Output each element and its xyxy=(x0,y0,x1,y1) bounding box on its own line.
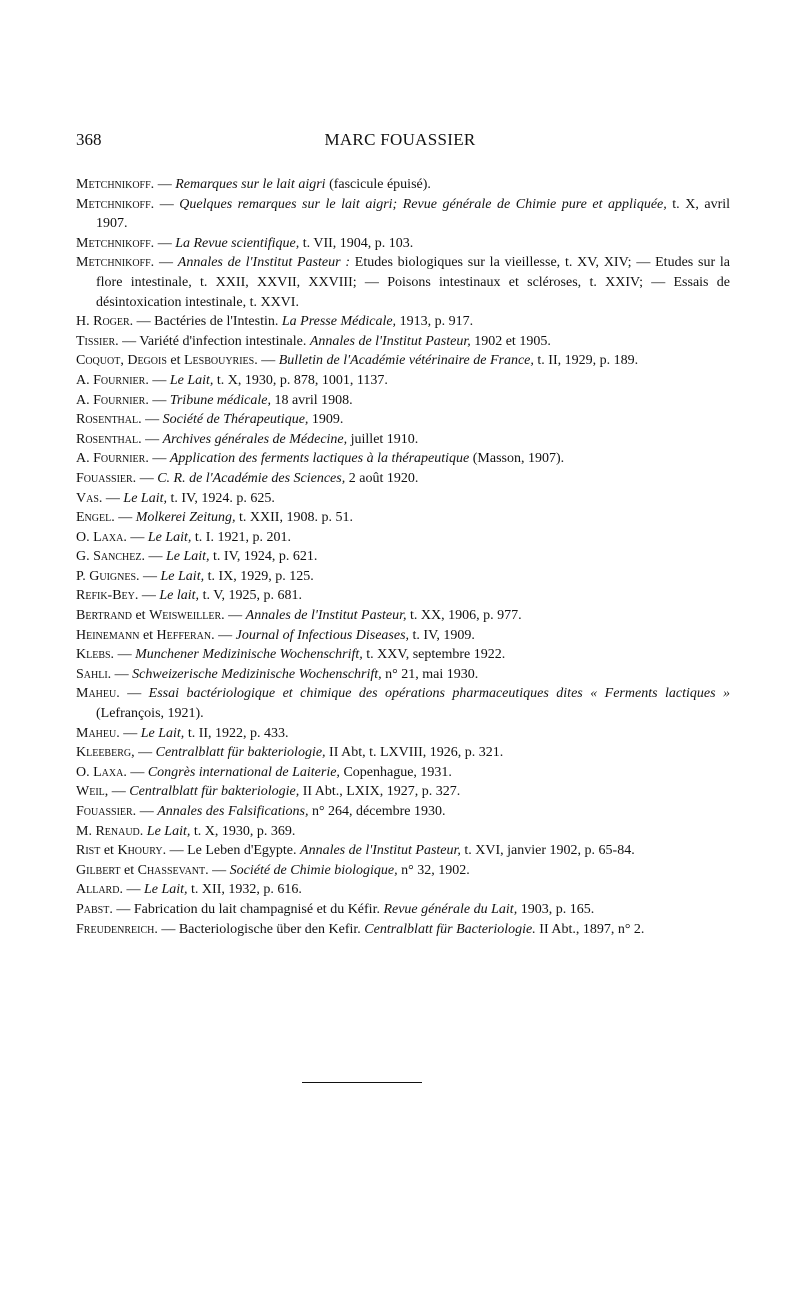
page-number: 368 xyxy=(76,130,102,149)
publication-title: Annales des Falsifications, xyxy=(157,804,309,819)
citation-text: — xyxy=(114,647,136,663)
author-name: Metchnikoff. xyxy=(76,255,155,271)
publication-title: Société de Thérapeutique, xyxy=(162,412,309,428)
citation-text: et xyxy=(131,608,150,624)
author-name: Sahli. xyxy=(76,666,112,682)
citation-text: 1903, p. 165. xyxy=(517,901,595,917)
publication-title: Société de Chimie biologique, xyxy=(229,862,398,878)
citation-text: t. XXII, 1908. p. 51. xyxy=(235,510,353,526)
citation-text: — xyxy=(224,608,246,624)
author-name: Freudenreich. xyxy=(76,921,158,937)
bibliography-entry xyxy=(76,586,730,606)
citation-text: — xyxy=(208,862,230,878)
author-name: Allard. xyxy=(76,882,123,898)
bibliography-entry xyxy=(76,782,730,802)
author-name: A. Fournier. xyxy=(76,451,149,467)
bibliography-entry xyxy=(76,645,730,665)
publication-title: Centralblatt für Bacteriologie. xyxy=(364,921,536,937)
author-name: Rosenthal. xyxy=(76,431,142,447)
bibliography-entry xyxy=(76,469,730,489)
citation-text: — xyxy=(154,235,176,251)
citation-text: — xyxy=(148,451,170,467)
bibliography-entry xyxy=(76,763,730,783)
running-title: MARC FOUASSIER xyxy=(324,130,476,149)
bibliography-entry xyxy=(76,234,730,254)
bibliography-entry xyxy=(76,489,730,509)
bibliography-entry xyxy=(76,528,730,548)
publication-title: Remarques sur le lait aigri xyxy=(175,177,326,192)
bibliography-list xyxy=(76,175,730,939)
citation-text: Copenhague, 1931. xyxy=(339,764,452,780)
citation-text: t. IX, 1929, p. 125. xyxy=(204,568,314,584)
author-name: Fouassier. xyxy=(76,470,137,486)
citation-text: — xyxy=(119,725,141,741)
bibliography-entry xyxy=(76,822,730,842)
citation-text: — xyxy=(154,177,176,192)
bibliography-entry xyxy=(76,626,730,646)
citation-text: et xyxy=(139,627,157,643)
citation-text: t. IV, 1909. xyxy=(409,627,475,643)
publication-title: Molkerei Zeitung, xyxy=(135,510,236,526)
author-name: Kleeberg, xyxy=(76,745,135,761)
citation-text: — xyxy=(138,588,160,604)
citation-text: 1909. xyxy=(308,412,344,428)
publication-title: Annales de l'Institut Pasteur : xyxy=(177,255,350,271)
author-name: Refik-Bey. xyxy=(76,588,139,604)
bibliography-entry xyxy=(76,567,730,587)
citation-text: — xyxy=(119,686,149,702)
citation-text: — xyxy=(144,549,166,565)
citation-text: t. I. 1921, p. 201. xyxy=(191,529,291,545)
publication-title: Le Lait, xyxy=(165,549,210,565)
publication-title: Tribune médicale, xyxy=(169,392,271,408)
citation-text: n° 21, mai 1930. xyxy=(381,666,479,682)
bibliography-entry xyxy=(76,508,730,528)
bibliography-entry xyxy=(76,841,730,861)
citation-text: et xyxy=(166,353,184,369)
citation-text: 1913, p. 917. xyxy=(396,314,474,330)
author-name: O. Laxa. xyxy=(76,764,127,780)
citation-text: — xyxy=(136,470,158,486)
bibliography-entry xyxy=(76,430,730,450)
bibliography-entry xyxy=(76,880,730,900)
author-name: Khoury. xyxy=(117,843,167,859)
author-name: H. Roger. xyxy=(76,314,134,330)
publication-title: Application des ferments lactiques à la thérapeutique xyxy=(169,451,470,467)
bibliography-entry xyxy=(76,410,730,430)
citation-text: — xyxy=(136,804,158,819)
publication-title: Le Lait, xyxy=(146,823,191,839)
bibliography-entry xyxy=(76,920,730,940)
citation-text: — xyxy=(102,490,124,506)
citation-text: — Le Leben d'Egypte. xyxy=(166,843,301,859)
citation-text: Etudes biologiques sur la vieillesse, t. XV, XIV; — Etudes sur la flore intestinale, t. XXII, XXVII, XXVIII; — Poisons intestinaux et scléroses, t. XXIV; — Essais de désintoxication intestinale, t. XXVI. xyxy=(96,255,731,310)
bibliography-entry xyxy=(76,861,730,881)
bibliography-entry xyxy=(76,253,730,312)
citation-text: 1902 et 1905. xyxy=(470,333,551,349)
author-name: Metchnikoff. xyxy=(76,196,155,212)
author-name: Hefferan. xyxy=(156,627,215,643)
publication-title: Annales de l'Institut Pasteur, xyxy=(309,333,471,349)
citation-text: — xyxy=(148,392,170,408)
citation-text: n° 32, 1902. xyxy=(397,862,470,878)
bibliography-entry xyxy=(76,743,730,763)
author-name: Gilbert xyxy=(76,862,121,878)
author-name: A. Fournier. xyxy=(76,392,149,408)
bibliography-entry xyxy=(76,449,730,469)
citation-text: — Bactéries de l'Intestin. xyxy=(133,314,282,330)
author-name: Engel. xyxy=(76,510,115,526)
publication-title: Centralblatt für bakteriologie, xyxy=(155,745,326,761)
citation-text: — xyxy=(126,529,148,545)
author-name: M. Renaud. xyxy=(76,823,144,839)
citation-text: — xyxy=(134,745,156,761)
citation-text: t. X, 1930, p. 369. xyxy=(190,823,296,839)
author-name: Maheu. xyxy=(76,725,120,741)
publication-title: La Presse Médicale, xyxy=(281,314,397,330)
citation-text: — Bacteriologische über den Kefir. xyxy=(157,921,365,937)
author-name: Weil, xyxy=(76,784,109,800)
publication-title: Congrès international de Laiterie, xyxy=(147,764,340,780)
bibliography-entry xyxy=(76,371,730,391)
publication-title: Schweizerische Medizinische Wochenschrift, xyxy=(132,666,382,682)
citation-text: t. XXV, septembre 1922. xyxy=(362,647,506,663)
citation-text: t. IV, 1924. p. 625. xyxy=(166,490,275,506)
publication-title: Le Lait, xyxy=(169,372,214,388)
citation-text: (Masson, 1907). xyxy=(469,451,565,467)
bibliography-entry xyxy=(76,391,730,411)
citation-text: — Fabrication du lait champagnisé et du Kéfir. xyxy=(112,901,384,917)
author-name: P. Guignes. xyxy=(76,568,140,584)
citation-text: t. XX, 1906, p. 977. xyxy=(406,608,522,624)
publication-title: Bulletin de l'Académie vétérinaire de France, xyxy=(278,353,534,369)
citation-text: — xyxy=(122,882,144,898)
citation-text: t. II, 1929, p. 189. xyxy=(533,353,639,369)
citation-text: — xyxy=(154,255,178,271)
end-rule xyxy=(302,1082,422,1083)
citation-text: — xyxy=(139,568,161,584)
citation-text: t. VII, 1904, p. 103. xyxy=(299,235,414,251)
publication-title: Le Lait, xyxy=(160,568,205,584)
citation-text: t. X, 1930, p. 878, 1001, 1137. xyxy=(213,372,388,388)
citation-text: t. II, 1922, p. 433. xyxy=(184,725,289,741)
citation-text: 18 avril 1908. xyxy=(270,392,353,408)
publication-title: Centralblatt für bakteriologie, xyxy=(129,784,300,800)
publication-title: Quelques remarques sur le lait aigri; Revue générale de Chimie pure et appliquée, xyxy=(179,196,667,212)
citation-text: — xyxy=(141,412,163,428)
bibliography-entry xyxy=(76,606,730,626)
bibliography-entry xyxy=(76,332,730,352)
author-name: Tissier. xyxy=(76,333,119,349)
publication-title: La Revue scientifique, xyxy=(175,235,300,251)
publication-title: Le lait, xyxy=(159,588,200,604)
author-name: Rosenthal. xyxy=(76,412,142,428)
publication-title: Le Lait, xyxy=(143,882,188,898)
citation-text: t. XII, 1932, p. 616. xyxy=(187,882,302,898)
citation-text: — xyxy=(108,784,130,800)
author-name: Fouassier. xyxy=(76,804,137,819)
citation-text: juillet 1910. xyxy=(347,431,419,447)
publication-title: Journal of Infectious Diseases, xyxy=(235,627,410,643)
author-name: G. Sanchez. xyxy=(76,549,145,565)
author-name: Pabst. xyxy=(76,901,113,917)
author-name: Coquot, Degois xyxy=(76,353,167,369)
citation-text: t. V, 1925, p. 681. xyxy=(199,588,303,604)
author-name: A. Fournier. xyxy=(76,372,149,388)
publication-title: Archives générales de Médecine, xyxy=(162,431,348,447)
publication-title: Le Lait, xyxy=(123,490,167,506)
author-name: Maheu. xyxy=(76,686,120,702)
bibliography-entry xyxy=(76,900,730,920)
citation-text: — xyxy=(148,372,170,388)
author-name: Rist xyxy=(76,843,101,859)
author-name: Chassevant. xyxy=(137,862,209,878)
citation-text: t. X, avril 1907. xyxy=(96,196,731,232)
publication-title: Revue générale du Lait, xyxy=(383,901,518,917)
citation-text: t. XVI, janvier 1902, p. 65-84. xyxy=(460,843,635,859)
publication-title: Munchener Medizinische Wochenschrift, xyxy=(135,647,363,663)
citation-text: et xyxy=(100,843,118,859)
author-name: Weisweiller. xyxy=(149,608,225,624)
citation-text: II Abt, t. LXVIII, 1926, p. 321. xyxy=(325,745,504,761)
bibliography-entry xyxy=(76,802,730,822)
author-name: Heinemann xyxy=(76,627,140,643)
publication-title: Essai bactériologique et chimique des opérations pharmaceutiques dites « Ferments lactiques » xyxy=(148,686,731,702)
citation-text: — xyxy=(214,627,236,643)
citation-text: — xyxy=(126,764,148,780)
publication-title: Annales de l'Institut Pasteur, xyxy=(245,608,407,624)
author-name: Vas. xyxy=(76,490,103,506)
bibliography-entry xyxy=(76,312,730,332)
citation-text: — xyxy=(257,353,279,369)
author-name: Klebs. xyxy=(76,647,115,663)
citation-text: — xyxy=(141,431,163,447)
bibliography-entry xyxy=(76,724,730,744)
page-header xyxy=(76,130,724,156)
author-name: Metchnikoff. xyxy=(76,177,155,192)
citation-text: — xyxy=(111,666,133,682)
publication-title: Le Lait, xyxy=(140,725,185,741)
citation-text: n° 264, décembre 1930. xyxy=(308,804,446,819)
citation-text: — xyxy=(154,196,180,212)
author-name: Lesbouyries. xyxy=(184,353,258,369)
publication-title: Le Lait, xyxy=(147,529,192,545)
author-name: Bertrand xyxy=(76,608,132,624)
author-name: O. Laxa. xyxy=(76,529,127,545)
bibliography-entry xyxy=(76,684,730,723)
bibliography-entry xyxy=(76,195,730,234)
bibliography-entry xyxy=(76,547,730,567)
author-name: Metchnikoff. xyxy=(76,235,155,251)
citation-text: t. IV, 1924, p. 621. xyxy=(209,549,318,565)
bibliography-entry xyxy=(76,175,730,195)
citation-text: (Lefrançois, 1921). xyxy=(96,706,204,722)
bibliography-entry xyxy=(76,351,730,371)
citation-text: II Abt., LXIX, 1927, p. 327. xyxy=(299,784,461,800)
citation-text: et xyxy=(120,862,138,878)
citation-text: (fascicule épuisé). xyxy=(325,177,431,192)
publication-title: Annales de l'Institut Pasteur, xyxy=(300,843,461,859)
citation-text: 2 août 1920. xyxy=(345,470,419,486)
publication-title: C. R. de l'Académie des Sciences, xyxy=(157,470,346,486)
citation-text: II Abt., 1897, n° 2. xyxy=(535,921,645,937)
citation-text: — xyxy=(114,510,136,526)
citation-text: — Variété d'infection intestinale. xyxy=(118,333,310,349)
bibliography-entry xyxy=(76,665,730,685)
